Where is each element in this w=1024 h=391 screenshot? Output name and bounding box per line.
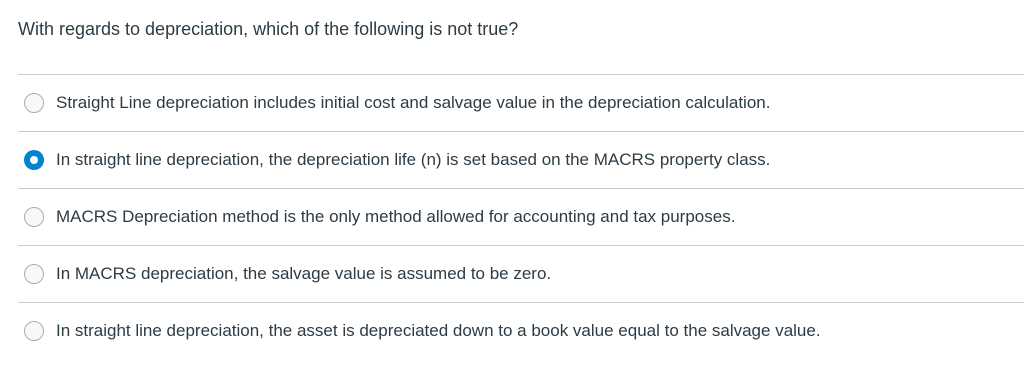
answer-label-5: In straight line depreciation, the asset is depreciated down to a book value equal to the salvage value. (56, 321, 821, 340)
answer-option-1[interactable] (18, 74, 1024, 131)
answer-option-5[interactable] (18, 302, 1024, 359)
answer-label-3: MACRS Depreciation method is the only method allowed for accounting and tax purposes. (56, 207, 736, 226)
question-text: With regards to depreciation, which of the following is not true? (18, 19, 519, 39)
radio-button-3[interactable] (24, 207, 44, 227)
radio-button-5[interactable] (24, 321, 44, 341)
radio-button-2[interactable] (24, 150, 44, 170)
answer-option-4[interactable] (18, 245, 1024, 302)
answer-label-4: In MACRS depreciation, the salvage value is assumed to be zero. (56, 264, 552, 283)
answer-list (18, 74, 1024, 359)
answer-option-3[interactable] (18, 188, 1024, 245)
radio-button-1[interactable] (24, 93, 44, 113)
answer-option-2[interactable] (18, 131, 1024, 188)
answer-label-2: In straight line depreciation, the depreciation life (n) is set based on the MACRS property class. (56, 150, 771, 169)
radio-button-4[interactable] (24, 264, 44, 284)
answer-label-1: Straight Line depreciation includes initial cost and salvage value in the depreciation calculation. (56, 93, 771, 112)
